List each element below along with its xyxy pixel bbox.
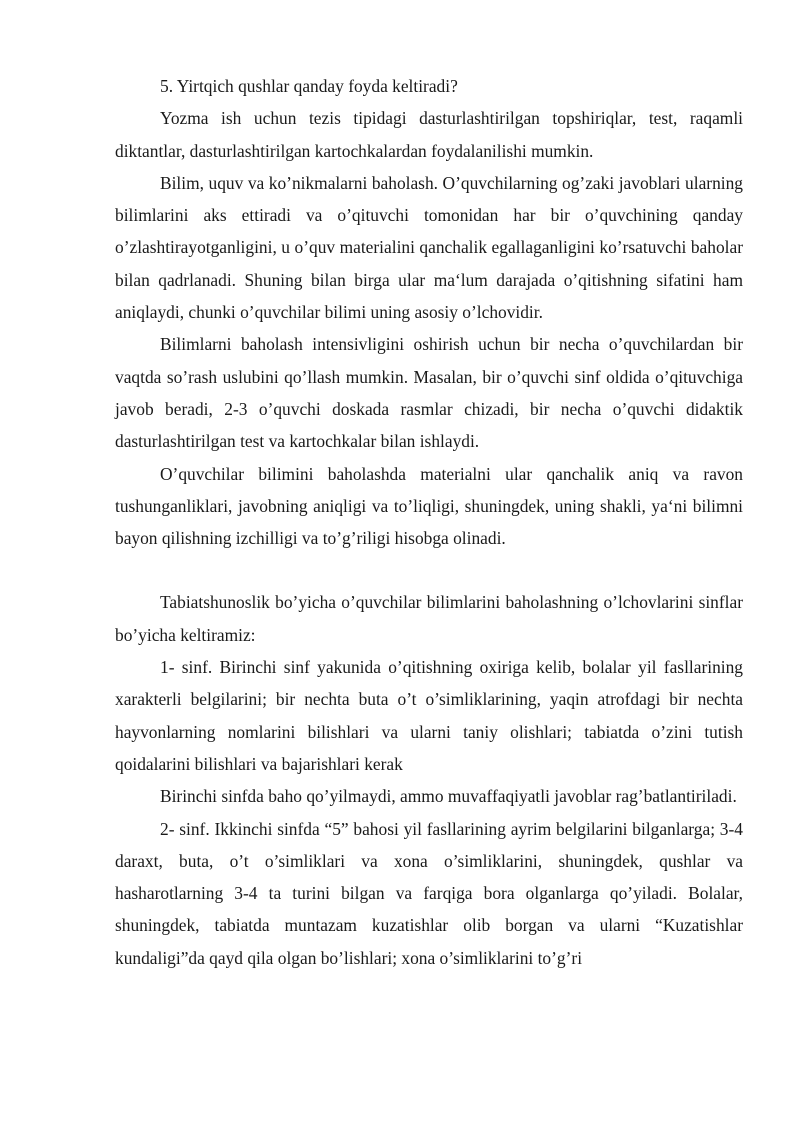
question-item: 5. Yirtqich qushlar qanday foyda keltiradi? (160, 76, 458, 96)
document-body (115, 70, 743, 974)
paragraph-assessment: Bilim, uquv va ko’nikmalarni baholash. O’quvchilarning og’zaki javoblari ularning bilimlarini aks ettiradi va o’qituvchi tomonidan har bir o’quvchining qanday o’zlashtirayotganligini, u o’quv materialini qanchalik egallaganligini ko’rsatuvchi baholar bilan qadrlanadi. Shuning bilan birga ular ma‘lum darajada o’qitishning sifatini ham aniqlaydi, chunki o’quvchilar bilimi uning asosiy o’lchovidir. (115, 172, 743, 323)
paragraph-grade-2: 2- sinf. Ikkinchi sinfda “5” bahosi yil fasllarining ayrim belgilarini bilganlarga; 3-4 daraxt, buta, o’t o’simliklari va xona o’simliklarini, shuningdek, qushlar va hasharotlarning 3-4 ta turini bilgan va farqiga bora olganlarga qo’yiladi. Bolalar, shuningdek, tabiatda muntazam kuzatishlar olib borgan va ularni “Kuzatishlar kundaligi”da qayd qila olgan bo’lishlari; xona o’simliklarini to’g’ri (115, 818, 743, 968)
paragraph-criteria: O’quvchilar bilimini baholashda materialni ular qanchalik aniq va ravon tushunganliklari, javobning aniqligi va to’liqligi, shuningdek, uning shakli, ya‘ni bilimni bayon qilishning izchilligi va to’g’riligi hisobga olinadi. (115, 463, 743, 549)
paragraph-grade-1: 1- sinf. Birinchi sinf yakunida o’qitishning oxiriga kelib, bolalar yil fasllarining xarakterli belgilarini; bir nechta buta o’t o’simliklarining, yaqin atrofdagi bir nechta hayvonlarning nomlarini bilishlari va ularni taniy olishlari; tabiatda o’zini tutish qoidalarini bilishlari va bajarishlari kerak (115, 657, 743, 774)
paragraph-written-work: Yozma ish uchun tezis tipidagi dasturlashtirilgan topshiriqlar, test, raqamli diktantlar, dasturlashtirilgan kartochkalardan foydalanilishi mumkin. (115, 108, 743, 161)
paragraph-intensity: Bilimlarni baholash intensivligini oshirish uchun bir necha o’quvchilardan bir vaqtda so’rash uslubini qo’llash mumkin. Masalan, bir o’quvchi sinf oldida o’qituvchiga javob beradi, 2-3 o’quvchi doskada rasmlar chizadi, bir necha o’quvchi didaktik dasturlashtirilgan test va kartochkalar bilan ishlaydi. (115, 334, 743, 452)
paragraph-grade-1-note: Birinchi sinfda baho qo’yilmaydi, ammo muvaffaqiyatli javoblar rag’batlantiriladi. (160, 786, 737, 807)
paragraph-grade-intro: Tabiatshunoslik bo’yicha o’quvchilar bilimlarini baholashning o’lchovlarini sinflar bo’yicha keltiramiz: (115, 592, 743, 645)
paragraph-spacer (115, 554, 743, 586)
